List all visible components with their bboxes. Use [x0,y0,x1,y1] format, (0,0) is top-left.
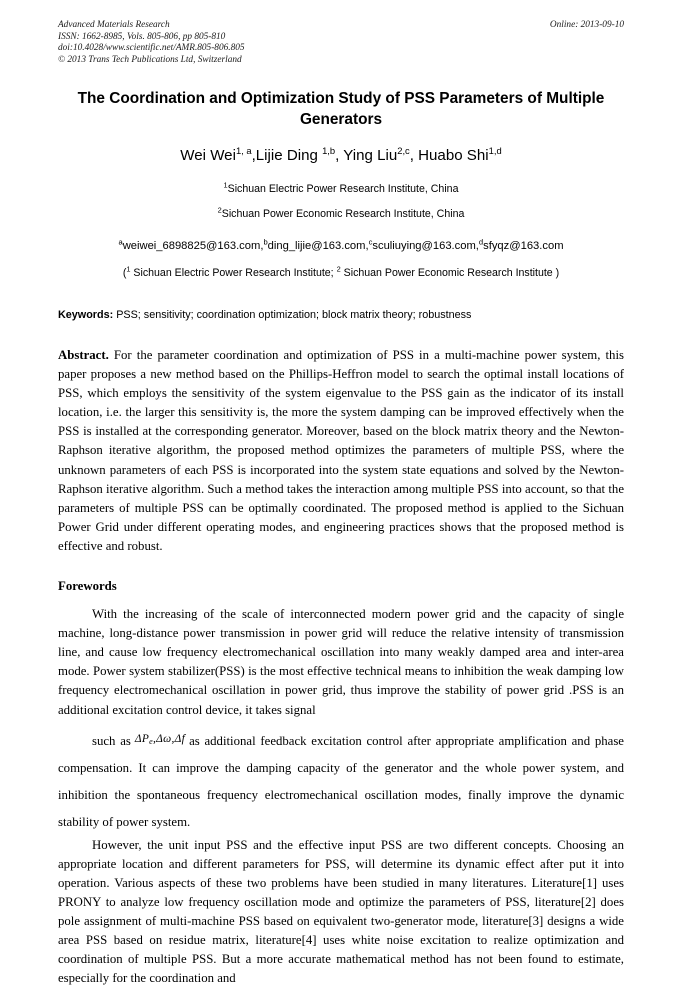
author-entry [343,144,419,164]
math-separator: , [152,732,157,745]
keywords-line [58,308,624,322]
author-entry [255,144,344,164]
keywords-label: Keywords: [58,309,114,321]
paren-open: ( [122,267,127,279]
author-affiliation-marker: 1,d [488,144,502,156]
email-address[interactable]: weiwei_6898825@163.com [122,240,261,252]
abstract-block [58,346,624,556]
email-address[interactable]: sfyqz@163.com [483,240,564,252]
author-name: Wei Wei [180,147,236,164]
page-title: The Coordination and Optimization Study of PSS Parameters of Multiple Generators [77,90,605,128]
body-paragraph-3: However, the unit input PSS and the effective input PSS are two different concepts. Choosing an appropriate location and different parameters for PSS, will determine its dynamic effect after put it into operation. Various aspects of these two problems have been studied in many literatures. Literature[1] uses PRONY to analyze low frequency oscillation mode and optimize the parameters of PSS, literature[2] does pole assignment of multi-machine PSS based on equivalent two-generator mode, literature[3] designs a wide area PSS based on residue matrix, literature[4] uses white noise excitation to realize optimization and coordination of multiple PSS. But a more accurate mathematical method has not been found to estimate, especially for the coordination and [58,837,624,986]
author-list [58,146,624,166]
author-entry [418,144,502,164]
author-entry [180,144,256,164]
author-separator: , [335,147,344,164]
affiliation-text: Sichuan Electric Power Research Institute, China [227,183,459,195]
paren-marker-1: 1 [126,264,131,274]
journal-doi-line: doi:10.4028/www.scientific.net/AMR.805-806.805 [58,43,245,54]
abstract-text: For the parameter coordination and optimization of PSS in a multi-machine power system, this paper proposes a new method based on the Phillips-Heffron model to search the optimal install locations of PSS, which employs the sensitivity of the system eigenvalue to the PSS gain as the indicator of its install location, i.e. the larger this sensitivity is, the more the system damping can be improved effectively when the PSS is installed at the corresponding generator. Moreover, based on the block matrix theory and the Newton-Raphson iterative algorithm, the proposed method optimizes the parameters of multiple PSS, where the unknown parameters of each PSS is incorporated into the system state equations and solved by the Newton-Raphson iterative algorithm. Such a method takes the interaction among multiple PSS into account, so that the parameters of multiple PSS can be optimally coordinated. The proposed method is applied to the Sichuan Power Grid under different operating modes, and engineering practices shows that the proposed method is effective and robust. [58,348,624,553]
affiliation-2 [58,207,624,221]
email-address[interactable]: ding_lijie@163.com [267,240,366,252]
math-delta-omega: Δω [156,732,172,745]
affiliation-1 [58,182,624,196]
math-separator: , [171,732,175,745]
journal-copyright-line: © 2013 Trans Tech Publications Ltd, Switzerland [58,54,242,65]
journal-header [58,20,624,72]
author-affiliation-marker: 1, a [235,144,252,156]
affiliation-marker: 1 [223,180,228,190]
affiliation-marker: 2 [217,205,222,215]
paragraph-2-lead-text: such as [92,733,131,748]
email-separator: , [260,240,264,252]
journal-name: Advanced Materials Research [58,20,170,30]
email-separator: , [475,240,479,252]
online-date: Online: 2013-09-10 [549,20,624,30]
abstract-label: Abstract. [58,348,109,362]
email-address[interactable]: sculiuying@163.com [372,240,476,252]
paren-text-1: Sichuan Electric Power Research Institute; [130,267,337,279]
author-separator: , [409,147,419,164]
email-marker: c [368,237,373,247]
author-name: Huabo Shi [418,147,489,164]
author-name: Lijie Ding [255,147,323,164]
paren-text-2: Sichuan Power Economic Research Institute [340,267,556,279]
email-marker: b [263,237,268,247]
keywords-value: PSS; sensitivity; coordination optimization; block matrix theory; robustness [113,309,472,321]
body-paragraph-1: With the increasing of the scale of interconnected modern power grid and the capacity of single machine, long-distance power transmission in power grid will reduce the relative intensity of transmission line, and cause low frequency electromechanical oscillation into many weakly damped area and inter-area mode. Power system stabilizer(PSS) is the most effective technical means to inhibition the weak damping low frequency electromechanical oscillation in power grid, thus improve the stability of power grid .PSS is an additional excitation control device, it takes signal [58,607,624,717]
body-paragraph-2 [58,726,624,836]
author-name: Ying Liu [343,147,398,164]
affiliation-text: Sichuan Power Economic Research Institute, China [221,208,465,220]
journal-issn-line: ISSN: 1662-8985, Vols. 805-806, pp 805-810 [58,31,226,42]
affiliation-parenthetical [58,266,624,280]
journal-metadata [58,20,478,66]
email-marker: d [478,237,484,247]
author-affiliation-marker: 2,c [397,144,410,156]
math-delta-f: Δf [174,732,186,745]
author-separator: , [251,147,256,164]
email-separator: , [365,240,369,252]
math-delta-pe: $\Delta P_e$ [134,732,153,746]
section-heading-forewords: Forewords [58,579,117,594]
email-list [58,239,624,254]
paragraph-2-trailing-text: as additional feedback excitation control after appropriate amplification and phase compensation. It can improve the damping capacity of the generator and the whole power system, and inhibition the spontaneous frequency electromechanical oscillation modes, finally improve the dynamic stability of power system. [58,733,624,829]
author-affiliation-marker: 1,b [322,144,336,156]
paren-marker-2: 2 [336,264,341,274]
email-marker: a [118,237,123,247]
inline-math-expression [131,733,189,745]
paren-close: ) [555,267,560,279]
